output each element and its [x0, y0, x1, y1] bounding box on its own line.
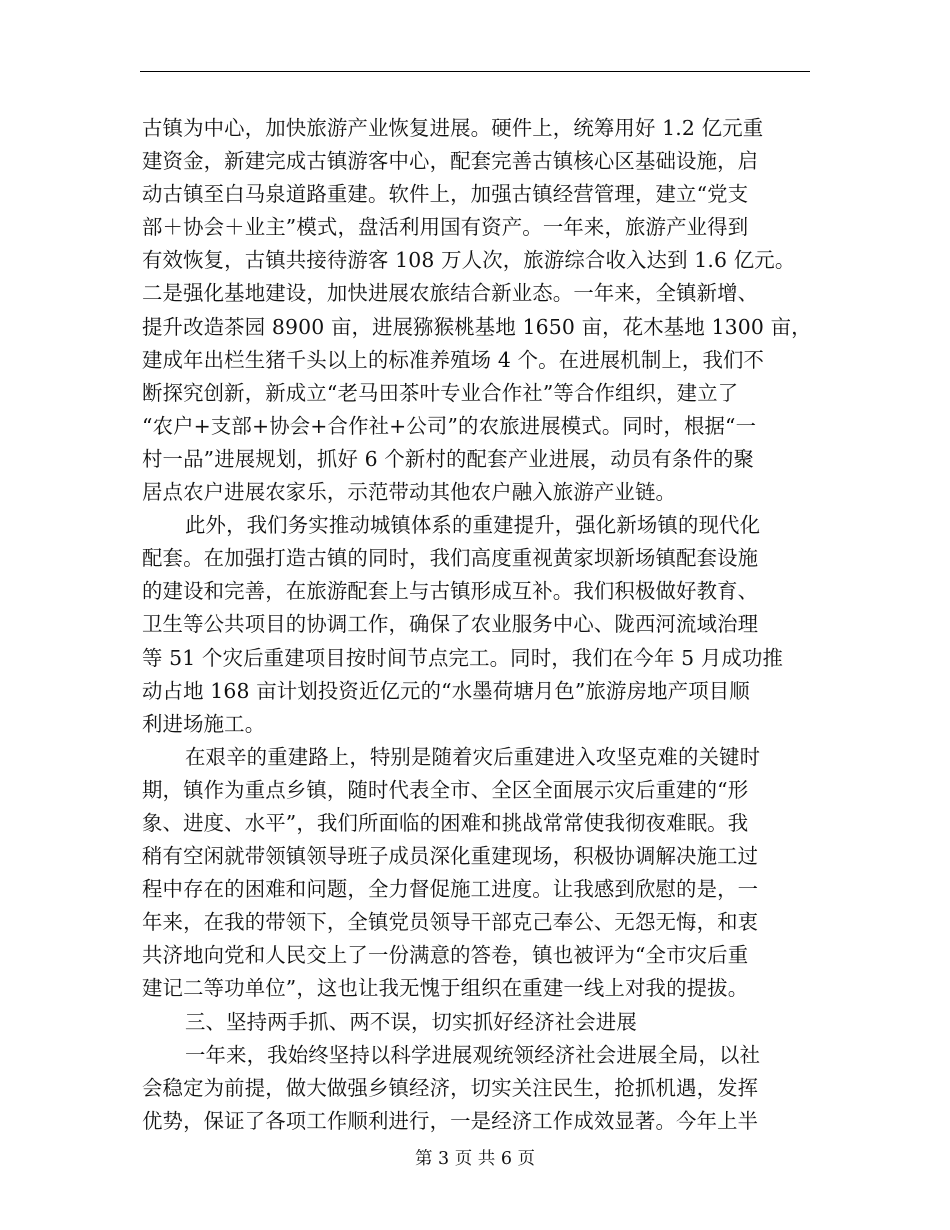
text-line: 断探究创新，新成立“老马田茶叶专业合作社”等合作组织，建立了	[142, 380, 739, 405]
text-line: 有效恢复，古镇共接待游客 108 万人次，旅游综合收入达到 1.6 亿元。	[142, 248, 796, 273]
page-number-footer: 第 3 页 共 6 页	[414, 1149, 536, 1169]
text-line: 共济地向党和人民交上了一份满意的答卷，镇也被评为“全市灾后重	[142, 943, 749, 968]
header-rule	[140, 71, 810, 72]
text-line: “农户+支部+协会+合作社+公司”的农旅进展模式。同时，根据“一	[142, 413, 757, 438]
text-line: 二是强化基地建设，加快进展农旅结合新业态。一年来，全镇新增、	[142, 281, 759, 306]
text-line: 卫生等公共项目的协调工作，确保了农业服务中心、陇西河流域治理	[142, 612, 759, 637]
text-line: 利进场施工。	[142, 711, 266, 736]
text-line: 在艰辛的重建路上，特别是随着灾后重建进入攻坚克难的关键时	[185, 744, 761, 769]
text-line: 象、进度、水平”，我们所面临的困难和挑战常常使我彻夜难眠。我	[142, 810, 749, 835]
text-line: 建成年出栏生猪千头以上的标准养殖场 4 个。在进展机制上，我们不	[142, 347, 765, 372]
text-line: 的建设和完善，在旅游配套上与古镇形成互补。我们积极做好教育、	[142, 579, 759, 604]
text-line: 动占地 168 亩计划投资近亿元的“水墨荷塘月色”旅游房地产项目顺	[142, 678, 750, 703]
text-line: 配套。在加强打造古镇的同时，我们高度重视黄家坝新场镇配套设施	[142, 546, 759, 571]
text-line: 古镇为中心，加快旅游产业恢复进展。硬件上，统筹用好 1.2 亿元重	[142, 116, 764, 140]
text-line: 程中存在的困难和问题，全力督促施工进度。让我感到欣慰的是，一	[142, 877, 759, 902]
text-line: 三、坚持两手抓、两不误，切实抓好经济社会进展	[185, 1009, 637, 1034]
document-body	[142, 112, 814, 1138]
text-line: 建记二等功单位”，这也让我无愧于组织在重建一线上对我的提拔。	[142, 976, 749, 1001]
text-line: 建资金，新建完成古镇游客中心，配套完善古镇核心区基础设施，启	[142, 149, 759, 174]
text-line: 期，镇作为重点乡镇，随时代表全市、全区全面展示灾后重建的“形	[142, 777, 749, 802]
text-line: 会稳定为前提，做大做强乡镇经济，切实关注民生，抢抓机遇，发挥	[142, 1075, 759, 1100]
text-line: 优势，保证了各项工作顺利进行，一是经济工作成效显著。今年上半	[142, 1108, 759, 1133]
text-line: 年来，在我的带领下，全镇党员领导干部克己奉公、无怨无悔，和衷	[142, 910, 759, 935]
text-line: 居点农户进展农家乐，示范带动其他农户融入旅游产业链。	[142, 480, 677, 505]
text-line: 村一品”进展规划，抓好 6 个新村的配套产业进展，动员有条件的聚	[142, 446, 755, 471]
text-line: 部＋协会＋业主”模式，盘活利用国有资产。一年来，旅游产业得到	[142, 215, 749, 240]
text-line: 一年来，我始终坚持以科学进展观统领经济社会进展全局，以社	[185, 1042, 761, 1067]
text-line: 提升改造茶园 8900 亩，进展猕猴桃基地 1650 亩，花木基地 1300 亩，	[142, 314, 812, 339]
text-line: 等 51 个灾后重建项目按时间节点完工。同时，我们在今年 5 月成功推	[142, 645, 784, 670]
text-line: 此外，我们务实推动城镇体系的重建提升，强化新场镇的现代化	[185, 513, 761, 538]
text-line: 动古镇至白马泉道路重建。软件上，加强古镇经营管理，建立“党支	[142, 182, 749, 207]
text-line: 稍有空闲就带领镇领导班子成员深化重建现场，积极协调解决施工过	[142, 844, 759, 869]
